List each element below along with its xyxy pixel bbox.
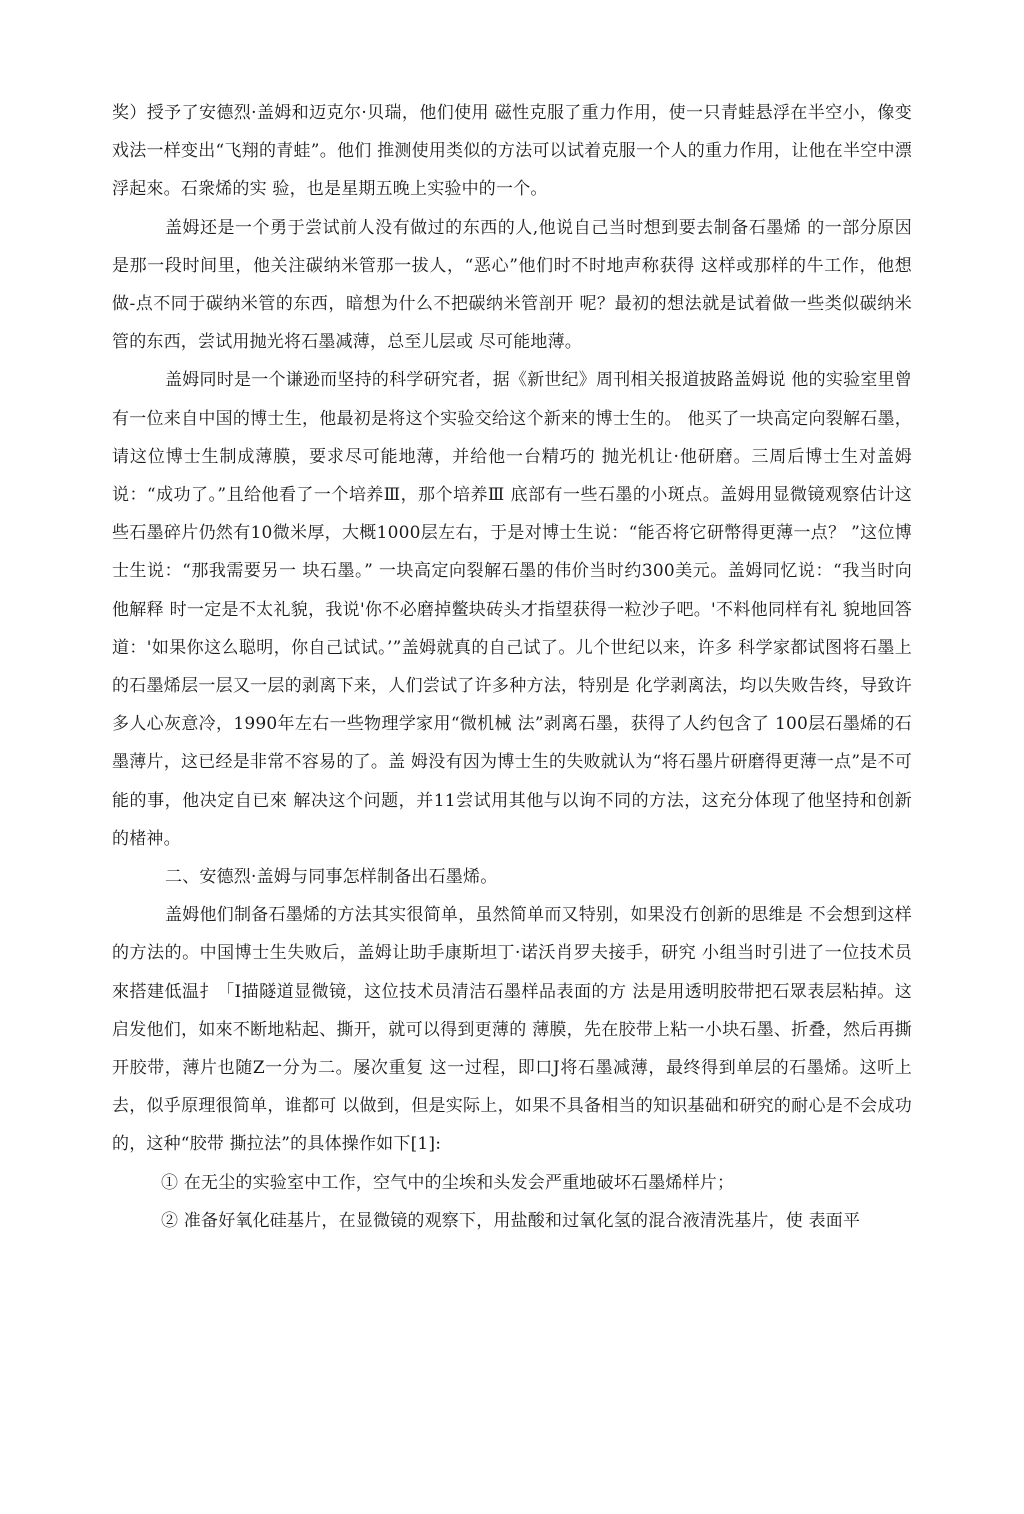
paragraph-geim-persistence: 盖姆同时是一个谦逊而坚持的科学研究者，据《新世纪》周刊相关报道披路盖姆说 他的实验室里曾有一位来自中国的博士生，他最初是将这个实验交给这个新来的博士生的。 他买了一块高定向裂解石墨，请这位博士生制成薄膜，要求尽可能地薄，并给他一台精巧的 抛光机让·他研磨。三周后博士生对盖姆说：“成功了。”且给他看了一个培养Ⅲ，那个培养Ⅲ 底部有一些石墨的小斑点。盖姆用显微镜观察估计这些石墨碎片仍然有10微米厚，大概1000层左右，于是对博士生说：“能否将它研幣得更薄一点？ ”这位博士生说：“那我需要另一 块石墨。” 一块高定向裂解石墨的伟价当时约300美元。盖姆同忆说：“我当时向他解释 时一定是不太礼貌，我说'你不必磨掉鳖块砖头才指望获得一粒沙子吧。'不料他同样有礼 貌地回答道：'如果你这么聪明，你自己试试。’”盖姆就真的自己试了。儿个世纪以来，许多 科学家都试图将石墨上的石墨烯层一层又一层的剥离下来，人们尝试了许多种方法，特别是 化学剥离法，均以失败告终，导致许多人心灰意冷，1990年左右一些物理学家用“微机械 法”剥离石墨，获得了人约包含了 100层石墨烯的石墨薄片，这已经是非常不容易的了。盖 姆没有因为博士生的失败就认为“将石墨片研磨得更薄一点”是不可能的事，他决定自已來 解决这个问题，并11尝试用其他与以询不同的方法，这充分体现了他坚持和创新的楮神。	[112, 370, 912, 849]
paragraph-method: 盖姆他们制备石墨烯的方法其实很简单，虽然简单而又特别，如果没冇创新的思维是 不会想到这样的方法的。中国博士生失败后，盖姆让助手康斯坦丁·诺沃肖罗夫接手，研究 小组当时引进了一位技术员來搭建低温扌「I描隧道显微镜，这位技术员清洁石墨样品表面的方 法是用透明胶带把石眾表层粘掉。这启发他们，如來不断地粘起、撕开，就可以得到更薄的 薄膜，先在胶带上粘一小块石墨、折叠，然后再撕开胶带，薄片也随Z一分为二。屡次重复 这一过程，即口J将石墨减薄，最终得到单层的石墨烯。这听上去，似乎原理很简单，谁都可 以做到，但是实际上，如果不具备相当的知识基础和研究的耐心是不会成功的，这种“胶带 撕拉法”的具体操作如下[1]:	[112, 905, 912, 1155]
paragraph-continuation: 奖）授予了安德烈·盖姆和迈克尔·贝瑞，他们使用 磁性克服了重力作用，使一只青蛙悬浮在半空小，像变戏法一样变出“飞翔的青蛙”。他们 推测使用类似的方法可以试着克服一个人的重力作用，让他在半空中漂浮起來。石衆烯的实 验，也是星期五晚上实验中的一个。	[112, 103, 912, 200]
list-item-step-2: ② 准备好氧化硅基片，在显微镜的观察下，用盐酸和过氧化氢的混合液清洗基片，使 表面平	[161, 1210, 861, 1231]
paragraph-geim-attempt: 盖姆还是一个勇于尝试前人没有做过的东西的人,他说自己当时想到要去制备石墨烯 的一部分原因是那一段时间里，他关注碳纳米管那一拔人，“恶心”他们时不时地声称获得 这样或那样的牛工作，他想做-点不同于碳纳米管的东西，暗想为什么不把碳纳米管剖开 呢？最初的想法就是试着做一些类似碳纳米管的东西，尝试用抛光将石墨减薄，总至儿层或 尽可能地薄。	[112, 217, 912, 353]
list-item-step-1: ① 在无尘的实验室中工作，空气中的尘埃和头发会严重地破坏石墨烯样片；	[161, 1172, 735, 1193]
section-heading: 二、安德烈·盖姆与同事怎样制备出石墨烯。	[165, 867, 498, 888]
document-body	[112, 94, 912, 1240]
